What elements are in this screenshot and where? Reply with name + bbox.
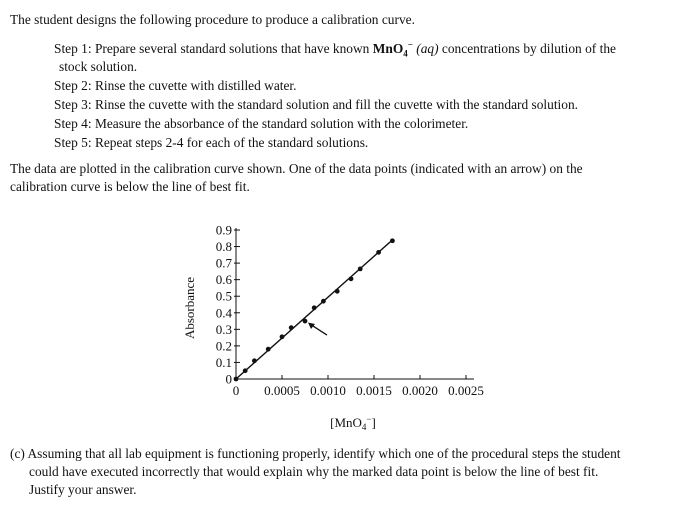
step-text: Prepare several standard solutions that have known (94, 41, 370, 56)
data-point (358, 267, 363, 272)
question-line: (c) Assuming that all lab equipment is functioning properly, identify which one of the procedural steps the student (10, 446, 621, 461)
data-point (289, 325, 294, 330)
step-label: Step 4: (54, 116, 92, 131)
step-text: Repeat steps 2-4 for each of the standard solutions. (94, 135, 369, 150)
data-point (266, 347, 271, 352)
x-tick-label: 0.0015 (356, 383, 392, 398)
x-tick-label: 0 (232, 383, 240, 398)
step-text: concentrations by dilution of the (441, 41, 616, 56)
y-tick-label: 0 (225, 371, 232, 387)
data-point (376, 250, 381, 255)
step-label: Step 1: (54, 41, 92, 56)
intro-text: The student designs the following procedure to produce a calibration curve. (10, 12, 415, 27)
axes (236, 228, 474, 379)
x-ticks (233, 375, 484, 398)
question-c (10, 445, 682, 499)
step-text: Rinse the cuvette with distilled water. (94, 78, 297, 93)
data-description-line: calibration curve is below the line of best fit. (10, 179, 250, 194)
step-text: Rinse the cuvette with the standard solution and fill the cuvette with the standard solution. (94, 97, 579, 112)
x-tick-label: 0.0005 (264, 383, 300, 398)
flagged-point-arrow (308, 323, 327, 336)
data-point (390, 238, 395, 243)
step-text: Measure the absorbance of the standard solution with the colorimeter. (94, 116, 469, 131)
y-tick-label: 0.7 (215, 255, 232, 271)
y-tick-label: 0.4 (215, 305, 232, 321)
data-point (335, 289, 340, 294)
y-tick-label: 0.8 (215, 239, 232, 255)
data-point (312, 305, 317, 310)
y-axis-label: Absorbance (182, 276, 197, 340)
question-line: could have executed incorrectly that would explain why the marked data point is below the line of best fit. (29, 464, 599, 479)
y-tick-label: 0.9 (215, 222, 232, 238)
y-tick-label: 0.6 (215, 272, 232, 288)
data-point (321, 299, 326, 304)
data-point (349, 276, 354, 281)
step-4 (54, 115, 679, 133)
step-1 (54, 40, 679, 76)
y-tick-label: 0.1 (215, 354, 232, 370)
x-tick-label: 0.0025 (448, 383, 484, 398)
data-point (243, 368, 248, 373)
data-description (10, 160, 670, 196)
step-continuation: stock solution. (59, 59, 138, 74)
data-point (280, 334, 285, 339)
step-2 (54, 77, 679, 95)
x-tick-label: 0.0020 (402, 383, 438, 398)
data-point (303, 319, 308, 324)
phase-label: (aq) (416, 41, 439, 56)
step-label: Step 5: (54, 135, 92, 150)
y-tick-label: 0.3 (215, 321, 232, 337)
y-tick-label: 0.2 (215, 338, 232, 354)
data-marks (234, 238, 395, 381)
data-point (234, 377, 239, 382)
step-3 (54, 96, 679, 114)
y-tick-label: 0.5 (215, 288, 232, 304)
step-label: Step 3: (54, 97, 92, 112)
permanganate-formula: MnO$_4$− (372, 39, 413, 59)
data-description-line: The data are plotted in the calibration curve shown. One of the data points (indicated with an arrow) on the (10, 161, 583, 176)
x-axis-label: [MnO$_4$−] (330, 414, 376, 432)
step-5 (54, 134, 679, 152)
step-label: Step 2: (54, 78, 92, 93)
data-point (252, 358, 257, 363)
calibration-curve-chart (180, 215, 520, 435)
question-line: Justify your answer. (29, 482, 137, 497)
procedure-steps (54, 40, 679, 153)
arrow-head (308, 323, 315, 330)
x-tick-label: 0.0010 (310, 383, 346, 398)
